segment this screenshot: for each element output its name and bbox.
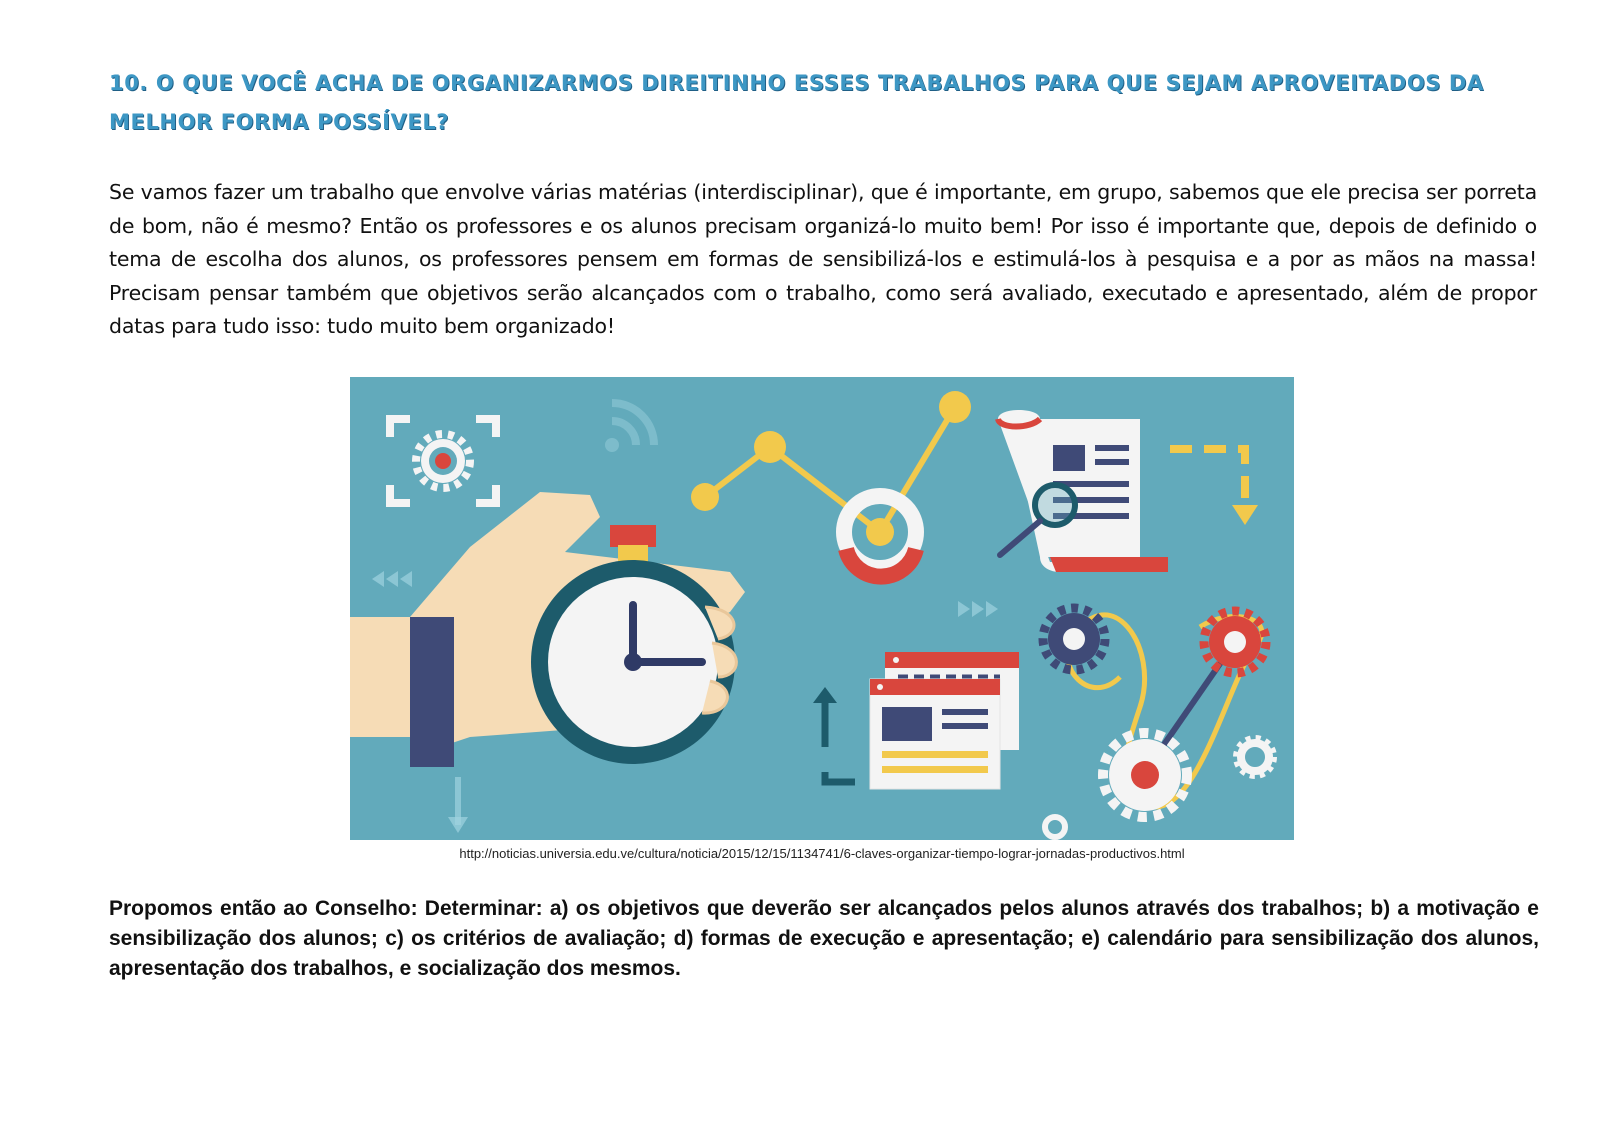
intro-paragraph: Se vamos fazer um trabalho que envolve várias matérias (interdisciplinar), que é importante, em grupo, sabemos que ele precisa ser porreta de bom, não é mesmo? Então os professores e os alunos precisam organizá-lo muito bem! Por isso é importante que, depois de definido o tema de escolha dos alunos, os professores pensem em formas de sensibilizá-los e estimulá-los à pesquisa e a por as mãos na massa! Precisam pensar também que objetivos serão alcançados com o trabalho, como será avaliado, executado e apresentado, além de propor datas para tudo isso: tudo muito bem organizado! [109,180,1537,338]
organization-illustration [350,377,1294,840]
section-heading: 10. O QUE VOCÊ ACHA DE ORGANIZARMOS DIREITINHO ESSES TRABALHOS PARA QUE SEJAM APROVEITADOS DA MELHOR FORMA POSSÍVEL? [109,71,1484,134]
proposal-paragraph: Propomos então ao Conselho: Determinar: a) os objetivos que deverão ser alcançados pelos alunos através dos trabalhos; b) a motivação e sensibilização dos alunos; c) os critérios de avaliação; d) formas de execução e apresentação; e) calendário para sensibilização dos alunos, apresentação dos trabalhos, e socialização dos mesmos. [109,897,1539,980]
browser-windows-icon [870,652,1019,789]
image-source-caption: http://noticias.universia.edu.ve/cultura/noticia/2015/12/15/1134741/6-claves-organizar-tiempo-lograr-jornadas-productivos.html [459,846,1185,861]
